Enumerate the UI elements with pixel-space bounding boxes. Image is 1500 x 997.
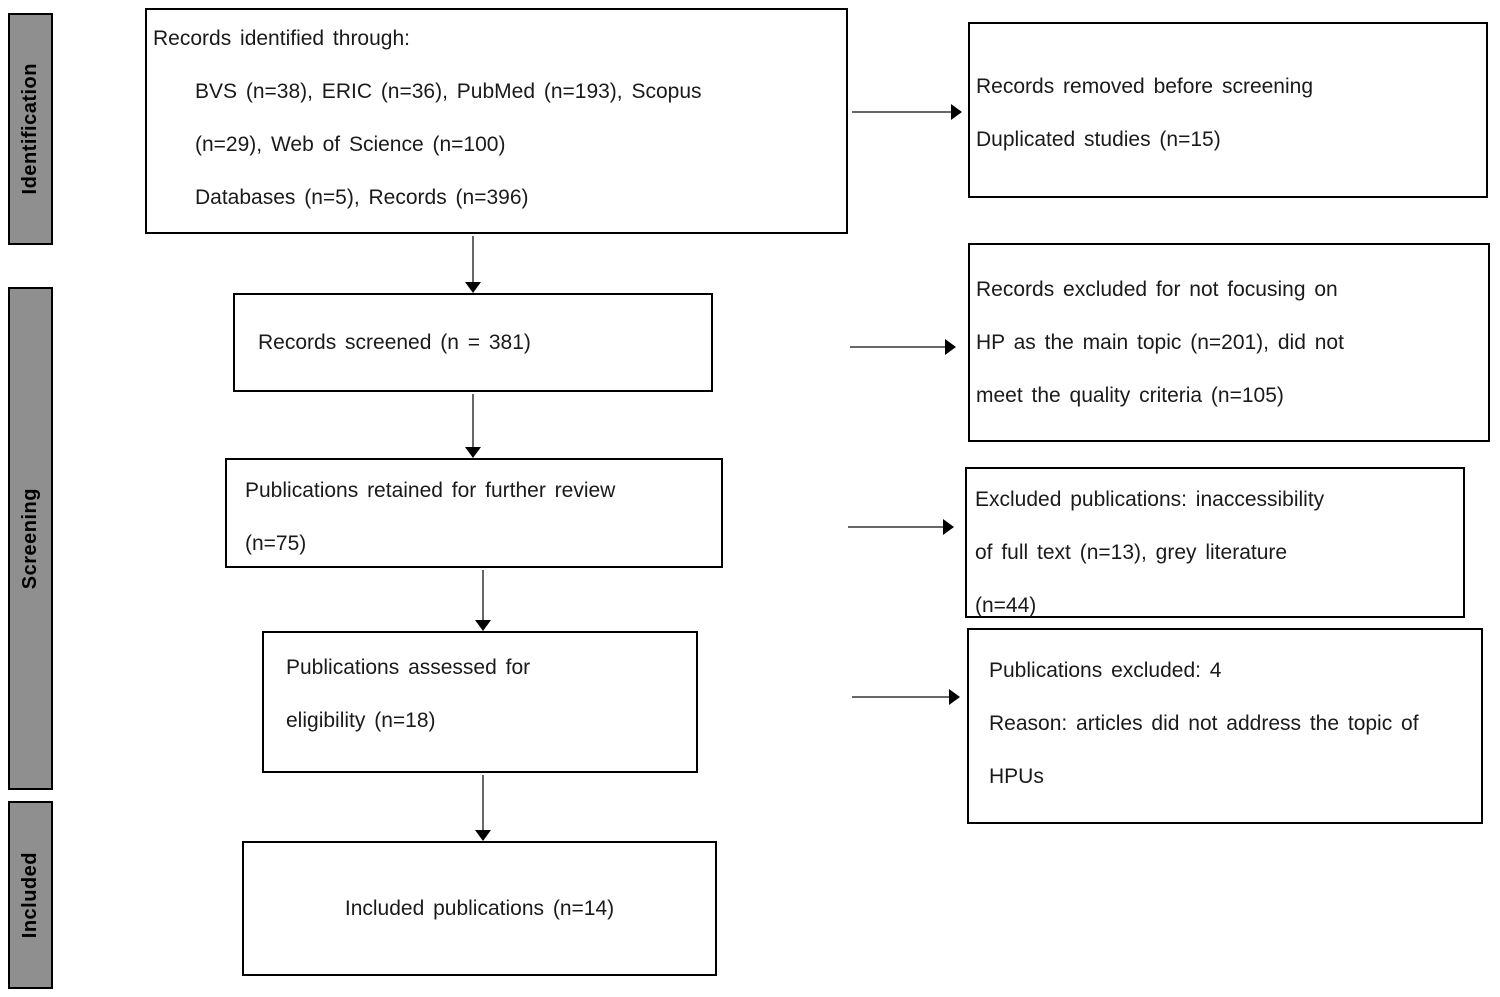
arrow-head-icon bbox=[465, 447, 481, 458]
down-arrow-retained-to-assessed bbox=[475, 570, 491, 631]
arrow-head-icon bbox=[465, 282, 481, 293]
arrow-stem bbox=[848, 526, 945, 528]
box-text-line: Reason: articles did not address the topic of bbox=[989, 712, 1419, 735]
right-arrow-to-records-removed bbox=[852, 104, 962, 120]
records-excluded-box bbox=[968, 243, 1490, 442]
arrow-stem bbox=[852, 696, 951, 698]
arrow-stem bbox=[482, 570, 484, 622]
arrow-head-icon bbox=[945, 339, 956, 355]
stage-bar-identification bbox=[8, 13, 53, 245]
box-text-line: eligibility (n=18) bbox=[286, 709, 436, 732]
publications-retained-box bbox=[225, 458, 723, 568]
arrow-stem bbox=[472, 394, 474, 449]
stage-label-identification: Identification bbox=[19, 63, 41, 195]
box-text-line: Publications retained for further review bbox=[245, 479, 616, 502]
arrow-head-icon bbox=[951, 104, 962, 120]
stage-label-screening: Screening bbox=[19, 487, 41, 590]
records-identified-box bbox=[145, 8, 848, 234]
stage-bar-screening bbox=[8, 287, 53, 790]
box-text-line: Records removed before screening bbox=[976, 75, 1314, 98]
box-text-line: Excluded publications: inaccessibility bbox=[975, 488, 1325, 511]
excluded-publications-box bbox=[965, 467, 1465, 618]
box-text-line: Included publications (n=14) bbox=[344, 897, 615, 920]
box-text-line: HP as the main topic (n=201), did not bbox=[976, 331, 1344, 354]
down-arrow-screened-to-retained bbox=[465, 394, 481, 458]
arrow-stem bbox=[852, 111, 953, 113]
box-text-line: meet the quality criteria (n=105) bbox=[976, 384, 1284, 407]
stage-label-included: Included bbox=[19, 851, 41, 939]
down-arrow-identified-to-screened bbox=[465, 236, 481, 293]
records-removed-box bbox=[968, 22, 1488, 198]
right-arrow-to-records-excluded bbox=[850, 339, 956, 355]
box-text-line: Records screened (n = 381) bbox=[258, 331, 531, 354]
box-text-line: Databases (n=5), Records (n=396) bbox=[195, 186, 529, 209]
box-text-line: Records identified through: bbox=[153, 27, 410, 50]
box-text-line: Records excluded for not focusing on bbox=[976, 278, 1338, 301]
box-text-line: BVS (n=38), ERIC (n=36), PubMed (n=193), Scopus bbox=[195, 80, 702, 103]
box-text-line: (n=29), Web of Science (n=100) bbox=[195, 133, 506, 156]
publications-excluded-box bbox=[967, 628, 1483, 824]
box-text-line: (n=44) bbox=[975, 594, 1037, 617]
right-arrow-to-publications-excluded bbox=[852, 689, 960, 705]
box-text-line: HPUs bbox=[989, 765, 1044, 788]
box-text-line: Publications excluded: 4 bbox=[989, 659, 1222, 682]
arrow-stem bbox=[472, 236, 474, 284]
included-publications-box bbox=[242, 841, 717, 976]
arrow-head-icon bbox=[943, 519, 954, 535]
box-text-line: (n=75) bbox=[245, 532, 307, 555]
box-text-line: of full text (n=13), grey literature bbox=[975, 541, 1288, 564]
arrow-stem bbox=[850, 346, 947, 348]
arrow-head-icon bbox=[949, 689, 960, 705]
down-arrow-assessed-to-included bbox=[475, 775, 491, 841]
records-screened-box bbox=[233, 293, 713, 392]
arrow-head-icon bbox=[475, 830, 491, 841]
stage-bar-included bbox=[8, 801, 53, 989]
right-arrow-to-excluded-publications bbox=[848, 519, 954, 535]
box-text-line: Publications assessed for bbox=[286, 656, 531, 679]
box-text-line: Duplicated studies (n=15) bbox=[976, 128, 1221, 151]
arrow-stem bbox=[482, 775, 484, 832]
arrow-head-icon bbox=[475, 620, 491, 631]
publications-assessed-box bbox=[262, 631, 698, 773]
